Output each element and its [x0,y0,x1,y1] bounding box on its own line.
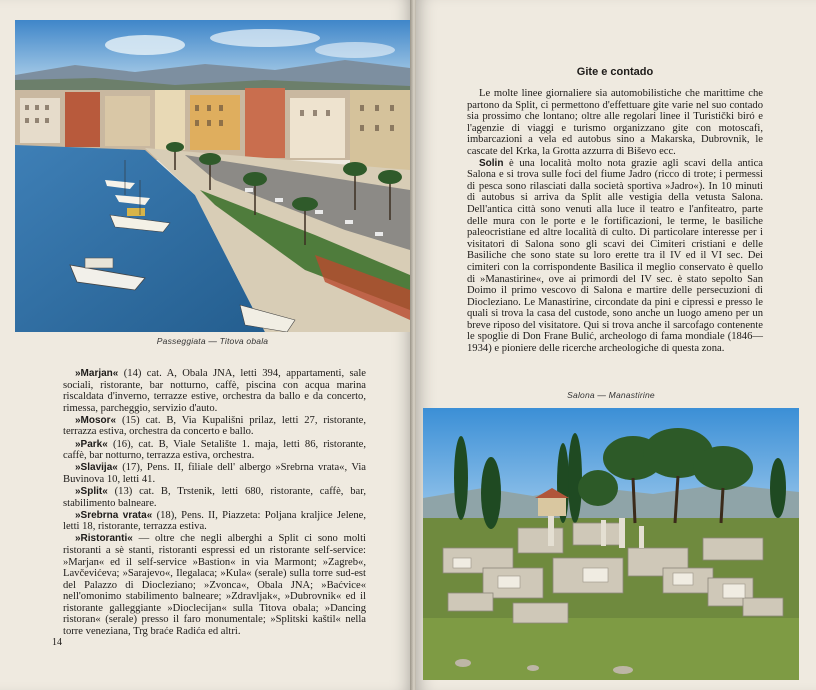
paragraph-text: è una località molto nota grazie agli scavi della antica Salona e si trova sulle foci del fiume Jadro (ricco di trote; i permessi di pesca sono rilasciati dalla società sportiva »Jadro«). In 10 minuti di autobus si arriva da Split alle vestigia della vetusta Salona. Dell'antica città sono venuti alla luce il teatro e l'anfiteatro, parte delle mura con le porte e le fortificazioni, le terme, le basiliche paleocristiane ed altre località di culto. Di particolare interesse per i visitatori di Salona sono gli scavi dei Cimiteri cristiani e delle Basiliche che sono state su loro erette tra il IV ed il VI sec. Dei cimiteri con la corrispondente Basilica il meglio conservato è quello di »Manastirine«, ove ai primordi del IV sec. è stato sepolto San Doimo il primo vescovo di Salona e martire delle persecuzioni di Diocleziano. Le Manastirine, circondate da pini e cipressi e presso le quali si trova la casa del custode, sono anche un luogo ameno per un breve riposo del visitatore. Qui si trova anche il sarcofago contenente le spoglie di Don Frane Bulić, archeologo di fama mondiale (1846—1934) e pioniere delle ricerche archeologiche di questa zona. [467,157,763,355]
list-item [63,533,366,637]
entry-text: (18), Pens. II, Piazzeta: Poljana kraljice Jelene, letti 18, ristorante, terrazza estiva. [63,509,366,533]
promenade-illustration [15,20,410,332]
entry-name: »Mosor« [75,414,117,426]
entry-name: »Marjan« [75,368,119,379]
promenade-photo [15,20,410,332]
page-number: 14 [52,637,62,648]
entry-name: »Srebrna vrata« [75,509,153,521]
entry-name: »Split« [75,485,108,497]
list-item [63,462,366,485]
hotel-listings [63,368,366,638]
entry-text: (15) cat. B, Via Kupališni prilaz, letti 27, ristorante, terrazza estiva, orchestra da concerto e ballo. [63,414,366,438]
entry-text: (13) cat. B, Trstenik, letti 680, ristorante, caffè, bar, stabilimento balneare. [63,485,366,509]
entry-name: »Park« [75,438,108,450]
list-item [63,368,366,414]
salona-illustration [423,408,799,680]
list-item [63,486,366,509]
promenade-caption: Passeggiata — Titova obala [156,336,269,346]
entry-text: (14) cat. A, Obala JNA, letti 394, appartamenti, sale sociali, ristorante, bar notturno, caffè, piscina con acqua marina riscaldata d'inverno, terrazze estive, orchestra da ballo e da concerto, rimessa, parcheggio, servizio d'auto. [63,368,366,414]
list-item [63,439,366,462]
salona-caption: Salona — Manastirine [567,390,655,400]
entry-text: — oltre che negli alberghi a Split ci sono molti ristoranti a sè stanti, ristoranti espressi ed un ristorante self-service: »Marjan« ed il self-service »Bastion« in via Marmont; »Zagreb«, Lavčevićeva; »Sarajevo«, Ilegalaca; »Kula« (serale) sulla torre sud-est del Palazzo di Diocleziano; »Zvonca«, Obala JNA; »Baćvice« nell'omonimo stabilimento balneare; »Zdravljak«, »Dubrovnik« ed il ristorante galleggiante »Dioclecijan« sulla Titova obala; »Dancing ristoran« (serale) presso il faro monumentale; »Splitski kaštil« nella torre veneziana, Trg braće Radića ed altri. [63,533,366,638]
entry-text: (17), Pens. II, filiale dell' albergo »Srebrna vrata«, Via Buvinova 10, letti 41. [63,462,366,485]
paragraph-lead: Solin [479,157,504,169]
list-item [63,415,366,438]
salona-photo [423,408,799,680]
entry-name: »Ristoranti« [75,533,133,545]
entry-name: »Slavija« [75,462,118,474]
entry-text: (16), cat. B, Viale Setalište 1. maja, letti 86, ristorante, caffè, bar notturno, terrazza estiva, orchestra. [63,438,366,462]
section-title: Gite e contado [576,66,654,78]
paragraph: Le molte linee giornaliere sia automobilistiche che marittime che partono da Split, ci permettono d'effettuare gite varie nel suo contado sia prossimo che lontano; oltre alle regolari linee il Turistički biró e l'agenzie di viaggi e turismo organizzano gite con motoscafi, imbarcazioni a vela ed autobus sino a Makarska, Dubrovnik, le cascate del Krka, la Grotta azzurra di Biševo ecc. [467,88,763,157]
paragraph [467,158,763,355]
list-item [63,510,366,533]
excursions-text [467,88,763,355]
